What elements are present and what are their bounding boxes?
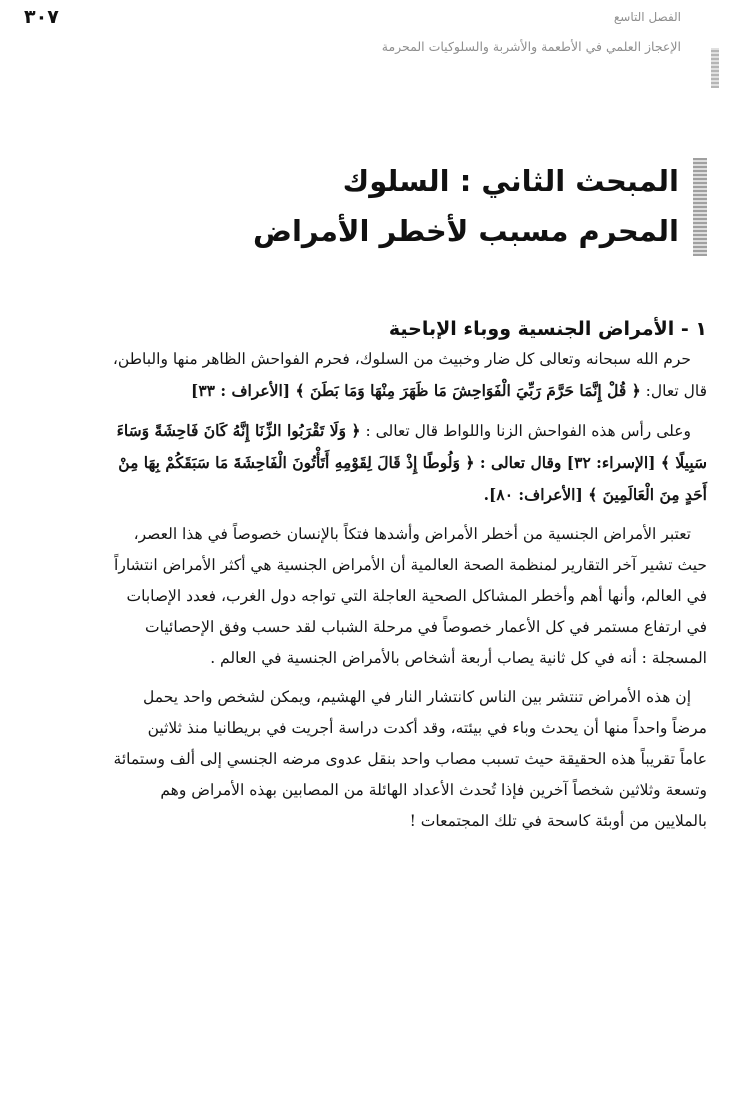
- text-line: مرضاً واحداً منها أن يحدث وباء في بيئته، وقد أكدت دراسة أجريت في بريطانيا منذ ثلاثين: [147, 719, 707, 737]
- text-line: [35, 415, 707, 447]
- quran-verse: سَبِيلًا ﴾: [660, 453, 707, 472]
- body-text: [35, 344, 707, 845]
- text-line: حيث تشير آخر التقارير لمنظمة الصحة العالمية أن الأمراض الجنسية هي أكثر الأمراض انتشاراً: [114, 556, 707, 574]
- quran-verse: ﴿ وَلُوطًا إِذْ قَالَ لِقَوْمِهِ أَتَأْتُونَ الْفَاحِشَةَ مَا سَبَقَكُمْ بِهَا مِنْ: [118, 453, 475, 472]
- paragraph-4: [35, 682, 707, 837]
- text-line: عاماً تقريباً هذه الحقيقة حيث تسبب مصاب واحد بنقل عدوى مرضه الجنسي إلى ألف وستمائة: [113, 750, 707, 768]
- quran-verse: ﴿ وَلَا تَقْرَبُوا الزِّنَا إِنَّهُ كَانَ فَاحِشَةً وَسَاءَ: [116, 421, 361, 440]
- text-line: إن هذه الأمراض تنتشر بين الناس كانتشار النار في الهشيم، ويمكن لشخص واحد يحمل: [143, 688, 691, 706]
- text-line: وتسعة وثلاثين شخصاً آخرين فإذا تُحدث الأعداد الهائلة من المصابين بهذه الأمراض وهم: [160, 781, 707, 799]
- text-span: قال تعال:: [640, 382, 707, 400]
- header-decorative-bar: [711, 48, 719, 88]
- verse-reference: [الأعراف : ٣٣]: [190, 381, 296, 400]
- paragraph-2: [35, 415, 707, 511]
- paragraph-3: [35, 519, 707, 674]
- page-number: ٣٠٧: [24, 6, 59, 28]
- section-title-line-1: المبحث الثاني : السلوك: [342, 164, 679, 198]
- text-span: وعلى رأس هذه الفواحش الزنا واللواط قال تعالى :: [360, 422, 691, 440]
- chapter-title: الفصل التاسع: [613, 10, 681, 24]
- text-line: المسجلة : أنه في كل ثانية يصاب أربعة أشخاص بالأمراض الجنسية في العالم .: [210, 649, 707, 667]
- verse-reference: [الإسراء: ٣٢] وقال تعالى :: [474, 453, 661, 472]
- text-line: [35, 479, 707, 511]
- running-header: [39, 8, 719, 56]
- verse-reference: [الأعراف: ٨٠].: [483, 485, 589, 504]
- section-title: [147, 156, 707, 256]
- text-line: في ارتفاع مستمر في كل الأعمار خصوصاً في مرحلة الشباب لقد حسب وفق الإحصائيات: [145, 618, 707, 636]
- quran-verse: أَحَدٍ مِنَ الْعَالَمِينَ ﴾: [588, 485, 707, 504]
- text-line: تعتبر الأمراض الجنسية من أخطر الأمراض وأشدها فتكاً بالإنسان خصوصاً في هذا العصر،: [133, 525, 691, 543]
- section-title-line-2: المحرم مسبب لأخطر الأمراض: [252, 214, 679, 248]
- text-line: [35, 447, 707, 479]
- text-line: بالملايين من أوبئة كاسحة في تلك المجتمعات !: [409, 812, 707, 830]
- paragraph-1: [35, 344, 707, 407]
- quran-verse: ﴿ قُلْ إِنَّمَا حَرَّمَ رَبِّيَ الْفَوَاحِشَ مَا ظَهَرَ مِنْهَا وَمَا بَطَنَ ﴾: [295, 381, 641, 400]
- subsection-heading: ١ - الأمراض الجنسية ووباء الإباحية: [388, 318, 707, 340]
- text-line: [35, 375, 707, 407]
- book-subtitle: الإعجاز العلمي في الأطعمة والأشربة والسلوكيات المحرمة: [381, 39, 681, 54]
- text-line: في العالم، وأنها أهم وأخطر المشاكل الصحية العاجلة التي تواجه دول الغرب، فعدد الإصابات: [126, 587, 707, 605]
- text-line: حرم الله سبحانه وتعالى كل ضار وخبيث من السلوك، فحرم الفواحش الظاهر منها والباطن،: [112, 350, 691, 368]
